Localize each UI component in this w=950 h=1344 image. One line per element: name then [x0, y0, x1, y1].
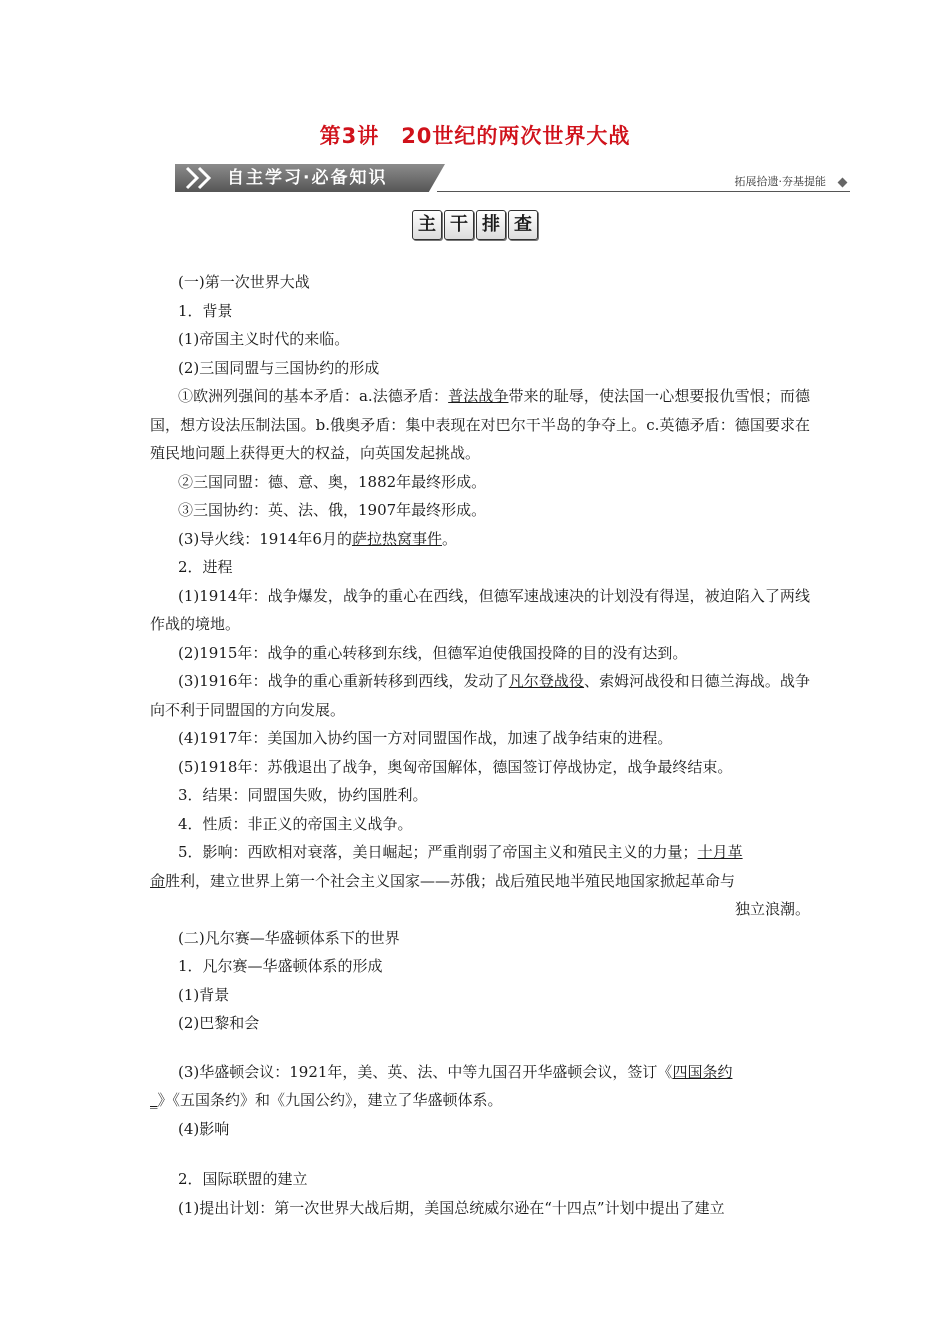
subsection-heading: 2．国际联盟的建立 — [178, 1170, 308, 1188]
list-item: (1)提出计划：第一次世界大战后期，美国总统威尔逊在“十四点”计划中提出了建立 — [178, 1198, 725, 1217]
text-run: (3)导火线：1914年6月的 — [178, 529, 352, 548]
diamond-icon — [838, 178, 848, 188]
double-chevron-icon — [181, 164, 223, 192]
paragraph-washington — [150, 1058, 810, 1087]
page-title: 第3讲 20世纪的两次世界大战 — [319, 124, 631, 148]
section-tag: 排 — [476, 210, 506, 240]
paragraph-washington-continued — [150, 1086, 810, 1115]
text-run: 》《五国条约》和《九国公约》，建立了华盛顿体系。 — [157, 1091, 503, 1109]
banner-rule — [437, 191, 850, 192]
list-item: (5)1918年：苏俄退出了战争，奥匈帝国解体，德国签订停战协定，战争最终结束。 — [178, 757, 733, 776]
key-term: 萨拉热窝事件 — [351, 529, 442, 548]
key-term: 普法战争 — [448, 387, 509, 405]
list-item: 3．结果：同盟国失败，协约国胜利。 — [178, 786, 428, 804]
paragraph-1916 — [150, 667, 810, 724]
subsection-heading: 2．进程 — [178, 558, 233, 576]
document-body — [150, 268, 810, 1222]
text-run: (3)1916年：战争的重心重新转移到西线，发动了 — [178, 672, 509, 690]
section-tag: 主 — [412, 210, 442, 240]
text-run: 5．影响：西欧相对衰落，美日崛起；严重削弱了帝国主义和殖民主义的力量； — [178, 843, 698, 861]
text-run: (3)华盛顿会议：1921年，美、英、法、中等九国召开华盛顿会议，签订《 — [178, 1062, 673, 1081]
section-heading: (一)第一次世界大战 — [178, 273, 310, 291]
section-tag-group — [0, 210, 950, 240]
text-run: ①欧洲列强间的基本矛盾：a.法德矛盾： — [178, 387, 449, 405]
list-item: (1)背景 — [178, 985, 230, 1004]
section-banner — [175, 161, 850, 195]
list-item: (4)1917年：美国加入协约国一方对同盟国作战，加速了战争结束的进程。 — [178, 729, 673, 747]
key-term: 四国条约 — [672, 1062, 733, 1081]
section-heading: (二)凡尔赛—华盛顿体系下的世界 — [178, 928, 400, 947]
banner-title: 自主学习·必备知识 — [227, 168, 388, 188]
list-item: (1)1914年：战争爆发，战争的重心在西线，但德军速战速决的计划没有得逞，被迫陷入了两线作战的境地。 — [150, 586, 810, 633]
list-item: (2)1915年：战争的重心转移到东线，但德军迫使俄国投降的目的没有达到。 — [178, 643, 688, 662]
list-item: (2)三国同盟与三国协约的形成 — [178, 358, 380, 377]
blank-space — [150, 1038, 810, 1058]
text-run: 胜利，建立世界上第一个社会主义国家——苏俄；战后殖民地半殖民地国家掀起革命与 — [165, 871, 736, 890]
subsection-heading: 1．凡尔赛—华盛顿体系的形成 — [178, 957, 383, 975]
section-tag: 查 — [508, 210, 538, 240]
paragraph-fuse — [150, 525, 810, 554]
key-term: 命 — [150, 871, 166, 890]
blank-underline: _ — [150, 1091, 158, 1109]
key-term: 凡尔登战役 — [508, 672, 585, 690]
list-item: (2)巴黎和会 — [178, 1014, 260, 1032]
text-run: 带来的耻辱，使法国一心想要报仇雪恨；而德国，想方设法压制法国。b.俄奥矛盾：集中表现在对巴尔干半岛的争夺上。c.英德矛盾：德国要求在殖民地问题上获得更大的权益，向英国发起挑战。 — [150, 387, 810, 462]
paragraph-conflicts — [150, 382, 810, 468]
subsection-heading: 1．背景 — [178, 301, 233, 320]
list-item: 4．性质：非正义的帝国主义战争。 — [178, 814, 413, 833]
banner-subtitle: 拓展拾遗·夯基提能 — [734, 175, 826, 188]
list-item: (1)帝国主义时代的来临。 — [178, 330, 350, 348]
blank-space — [150, 1143, 810, 1165]
list-item: ③三国协约：英、法、俄，1907年最终形成。 — [178, 501, 487, 519]
text-run: 。 — [441, 529, 457, 548]
paragraph-impact — [150, 838, 810, 867]
paragraph-impact-continued — [150, 867, 810, 896]
list-item: ②三国同盟：德、意、奥，1882年最终形成。 — [178, 472, 487, 491]
text-run: 、索姆河战役和日德兰海战。战争向不利于同盟国的方向发展。 — [150, 672, 810, 719]
section-tag: 干 — [444, 210, 474, 240]
paragraph-impact-end: 独立浪潮。 — [734, 900, 810, 918]
list-item: (4)影响 — [178, 1119, 230, 1138]
key-term: 十月革 — [697, 843, 743, 861]
